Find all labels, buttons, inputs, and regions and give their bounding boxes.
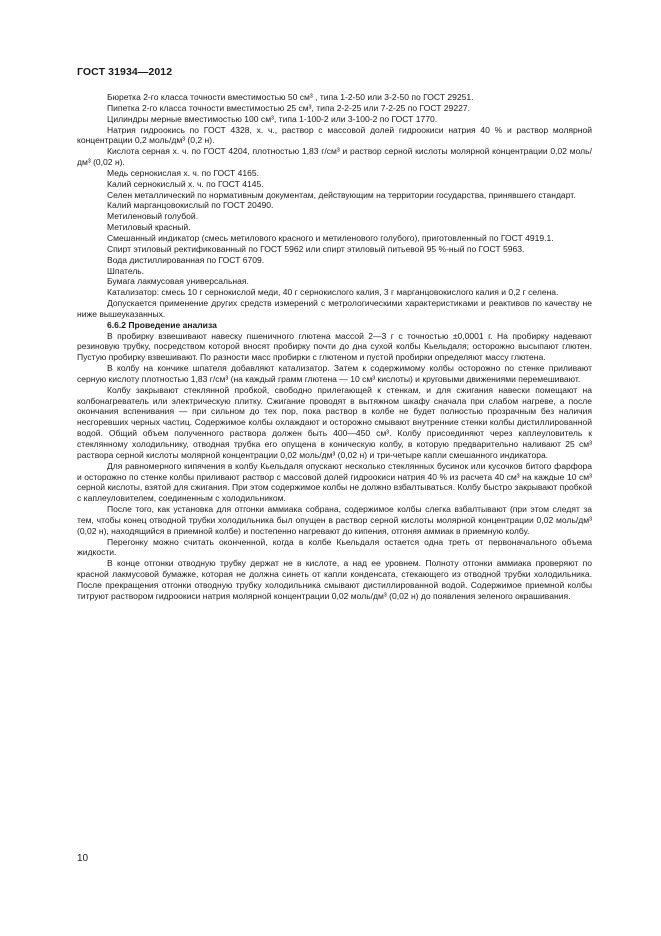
paragraph: В колбу на кончике шпателя добавляют катализатор. Затем к содержимому колбы осторожно по стенке приливают серную кислоту плотностью 1,83 г/см³ (на каждый грамм глютена — 10 см³ кислоты) и круговыми движениями перемешивают. (77, 363, 592, 384)
paragraph: Допускается применение других средств измерений с метрологическими характеристиками и реактивов по качеству не ниже вышеуказанных. (77, 298, 592, 319)
paragraph: Метиловый красный. (107, 222, 191, 233)
paragraph: Перегонку можно считать оконченной, когда в колбе Кьельдаля остается одна треть от первоначального объема жидкости. (77, 536, 592, 558)
paragraph: Пипетка 2-го класса точности вместимостью 25 см³, типа 2-2-25 или 7-2-25 по ГОСТ 29227. (107, 102, 470, 113)
paragraph: Бумага лакмусовая универсальная. (107, 276, 249, 287)
paragraph: В пробирку взвешивают навеску пшеничного глютена массой 2—3 г с точностью ±0,0001 г. На пробирку надевают резиновую трубку, посредством которой вносят пробирку почти до дна сухой колбы Кьельдаля; осторожно высыпают глютен. Пустую пробирку взвешивают. По разности масс пробирки с глютеном и пустой пробирки определяют массу глютена. (77, 330, 592, 363)
paragraph: Для равномерного кипячения в колбу Кьельдаля опускают несколько стеклянных бусинок или кусочков битого фарфора и осторожно по стенке колбы приливают раствор с массовой долей гидроокиси натрия 40 % из расчета 40 см³ на каждые 10 см³ серной кислоты, взятой для сжигания. При этом содержимое колбы не должно взбалтываться. Колбу быстро закрывают пробкой с каплеуловителем, соединенным с холодильником. (77, 460, 592, 504)
document-standard-header: ГОСТ 31934—2012 (77, 66, 173, 78)
paragraph: Калий марганцовокислый по ГОСТ 20490. (107, 200, 274, 211)
paragraph: Медь сернокислая х. ч. по ГОСТ 4165. (107, 167, 260, 178)
paragraph: Кислота серная х. ч. по ГОСТ 4204, плотностью 1,83 г/см³ и раствор серной кислоты молярной концентрации 0,02 моль/дм³ (0,02 н). (77, 146, 592, 168)
paragraph: После того, как установка для отгонки аммиака собрана, содержимое колбы слегка взбалтывают (при этом следят за тем, чтобы конец отводной трубки холодильника был опущен в раствор серной кислоты молярной концентрации 0,02 моль/дм³ (0,02 н), находящийся в приемной колбе) и постепенно нагревают до кипения, отгоняя аммиак в приемную колбу. (77, 504, 592, 536)
paragraph: Колбу закрывают стеклянной пробкой, свободно прилегающей к стенкам, и для сжигания навески помещают на колбонагреватель или электрическую плитку. Сжигание проводят в вытяжном шкафу сначала при слабом нагреве, а после окончания вспенивания — при сильном до тех пор, пока раствор в колбе не будет полностью прозрачным без наличия несгоревших черных частиц. Содержимое колбы охлаждают и осторожно смывают внутренние стенки колбы дистиллированной водой. Общий объем полученного раствора должен быть 400—450 см³. Колбу присоединяют через каплеуловитель к стеклянному холодильнику, отводная трубка его опущена в коническую колбу, в которую предварительно наливают 25 см³ раствора серной кислоты молярной концентрации 0,02 моль/дм³ (0,02 н) и три-четыре капли смешанного индикатора. (77, 384, 592, 460)
paragraph: Калий сернокислый х. ч. по ГОСТ 4145. (107, 178, 264, 189)
section-heading: 6.6.2 Проведение анализа (107, 319, 217, 330)
paragraph: Цилиндры мерные вместимостью 100 см³, типа 1-100-2 или 3-100-2 по ГОСТ 1770. (107, 113, 438, 124)
paragraph: Селен металлический по нормативным документам, действующим на территории государства, принявшего стандарт. (107, 189, 576, 200)
paragraph: Метиленовый голубой. (107, 211, 199, 222)
paragraph: Бюретка 2-го класса точности вместимостью 50 см³ , типа 1-2-50 или 3-2-50 по ГОСТ 29251. (107, 92, 474, 102)
paragraph: Вода дистиллированная по ГОСТ 6709. (107, 254, 265, 265)
paragraph: Натрия гидроокись по ГОСТ 4328, х. ч., раствор с массовой долей гидроокиси натрия 40 % и раствор молярной концентрации 0,2 моль/дм³ (0,2 н). (77, 124, 592, 146)
page-number: 10 (77, 853, 89, 864)
paragraph: Шпатель. (107, 265, 145, 276)
paragraph: Смешанный индикатор (смесь метилового красного и метиленового голубого), приготовленный по ГОСТ 4919.1. (107, 232, 554, 243)
paragraph: Катализатор: смесь 10 г сернокислой меди, 40 г сернокислого калия, 3 г марганцовокислого калия и 0,2 г селена. (107, 287, 559, 298)
paragraph: Спирт этиловый ректификованный по ГОСТ 5962 или спирт этиловый питьевой 95 %-ный по ГОСТ 5963. (107, 243, 525, 254)
paragraph: В конце отгонки отводную трубку держат не в кислоте, а над ее уровнем. Полноту отгонки аммиака проверяют по красной лакмусовой бумажке, которая не должна синеть от капли конденсата, стекающего из отводной трубки холодильника. После прекращения отгонки отводную трубку холодильника смывают дистиллированной водой. Содержимое приемной колбы титруют раствором гидроокиси натрия молярной концентрации 0,02 моль/дм³ (0,02 н) до появления зеленого окрашивания. (77, 558, 592, 601)
document-body (77, 92, 592, 602)
